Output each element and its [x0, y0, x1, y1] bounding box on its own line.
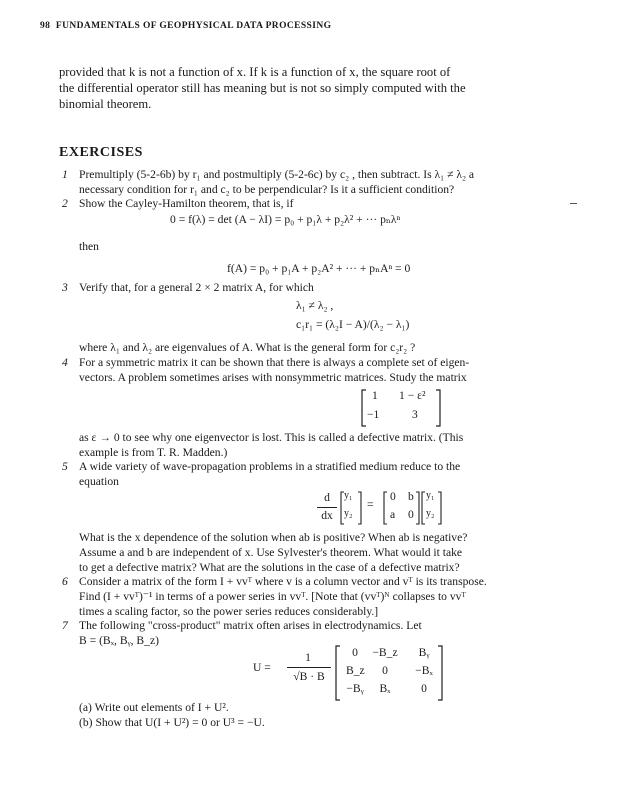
exercise-3-line-1: Verify that, for a general 2 × 2 matrix A, for which — [79, 281, 314, 294]
exercise-7-line-2: B = (Bₓ, Bᵧ, B_z) — [79, 634, 159, 647]
part-a — [79, 701, 229, 716]
derivative-denominator: dx — [321, 509, 333, 522]
part-b — [79, 716, 265, 731]
vector-right-y1: y₁ — [426, 490, 435, 501]
exercise-6-line-2: Find (I + vvᵀ)⁻¹ in terms of a power series in vvᵀ. [Note that (vvᵀ)ᴺ collapses to vvᵀ — [79, 590, 466, 603]
u-fraction-numerator: 1 — [305, 651, 311, 664]
matrix-polynomial-equation: f(A) = p₀ + p₁A + p₂A² + ··· + pₙAⁿ = 0 — [227, 262, 411, 275]
u-lhs: U = — [253, 661, 271, 674]
exercise-number-3: 3 — [62, 281, 68, 294]
page-number: 98 — [40, 21, 51, 31]
u-fraction-bar — [287, 667, 331, 668]
u-matrix-22: 0 — [382, 664, 388, 677]
running-header — [40, 21, 331, 31]
intro-line-1: provided that k is not a function of x. If k is a function of x, the square root of — [59, 65, 451, 79]
exercise-4-after-line-1: as ε → 0 to see why one eigenvector is lost. This is called a defective matrix. (This — [79, 431, 464, 444]
ode-equals: = — [367, 498, 374, 511]
exercise-number-7: 7 — [62, 619, 68, 632]
matrix-4-cell-12: 1 − ε² — [399, 389, 426, 402]
u-matrix-21: B_z — [346, 664, 365, 677]
margin-mark — [570, 203, 577, 204]
ode-matrix-11: 0 — [390, 490, 396, 503]
exercise-number-2: 2 — [62, 197, 68, 210]
exercise-number-1: 1 — [62, 168, 68, 181]
exercise-5-after-line-3: to get a defective matrix? What are the solutions in the case of a defective matrix? — [79, 561, 460, 574]
ode-matrix-22: 0 — [408, 508, 414, 521]
vector-left-y2: y₂ — [344, 508, 353, 519]
exercise-number-6: 6 — [62, 575, 68, 588]
derivative-numerator: d — [324, 491, 330, 504]
u-matrix-31: −Bᵧ — [346, 682, 364, 695]
part-a-text: Write out elements of I + U². — [94, 701, 229, 714]
book-title: FUNDAMENTALS OF GEOPHYSICAL DATA PROCESSING — [55, 21, 332, 31]
u-matrix-13: Bᵧ — [418, 646, 430, 659]
exercise-number-5: 5 — [62, 460, 68, 473]
exercise-2-line-1: Show the Cayley-Hamilton theorem, that is, if — [79, 197, 294, 210]
exercise-4-after-line-2: example is from T. R. Madden.) — [79, 446, 228, 459]
derivative-fraction-bar — [317, 507, 337, 508]
u-matrix-23: −Bₓ — [415, 664, 433, 677]
cayley-hamilton-equation: 0 = f(λ) = det (A − λI) = p₀ + p₁λ + p₂λ² + ··· pₙλⁿ — [170, 213, 401, 226]
u-fraction-denominator: √B · B — [293, 670, 325, 683]
projector-equation: c₁r₁ = (λ₂I − A)/(λ₂ − λ₁) — [296, 318, 410, 331]
exercise-4-line-2: vectors. A problem sometimes arises with nonsymmetric matrices. Study the matrix — [79, 371, 467, 384]
then-word: then — [79, 240, 99, 253]
matrix-4-cell-21: −1 — [367, 408, 380, 421]
intro-line-3: binomial theorem. — [59, 97, 152, 111]
exercise-6-line-3: times a scaling factor, so the power series reduces considerably.] — [79, 605, 379, 618]
exercise-5-line-1: A wide variety of wave-propagation problems in a stratified medium reduce to the — [79, 460, 461, 473]
ode-brackets — [339, 490, 489, 526]
exercise-1-line-2: necessary condition for r₁ and c₂ to be perpendicular? Is it a sufficient condition? — [79, 183, 455, 196]
section-heading: EXERCISES — [59, 145, 143, 160]
part-a-label: (a) — [79, 701, 92, 714]
eigenvalue-condition: λ₁ ≠ λ₂ , — [296, 299, 334, 312]
exercise-5-after-line-2: Assume a and b are independent of x. Use Sylvester's theorem. What would it take — [79, 546, 463, 559]
vector-left-y1: y₁ — [344, 490, 353, 501]
part-b-label: (b) — [79, 716, 93, 729]
vector-right-y2: y₂ — [426, 508, 435, 519]
exercise-5-after-line-1: What is the x dependence of the solution when ab is positive? When ab is negative? — [79, 531, 468, 544]
exercise-7-line-1: The following "cross-product" matrix often arises in electrodynamics. Let — [79, 619, 422, 632]
exercise-number-4: 4 — [62, 356, 68, 369]
u-matrix-12: −B_z — [372, 646, 398, 659]
exercise-3-after-line-1: where λ₁ and λ₂ are eigenvalues of A. What is the general form for c₂r₂ ? — [79, 341, 416, 354]
exercise-5-line-2: equation — [79, 475, 119, 488]
matrix-4-cell-11: 1 — [372, 389, 378, 402]
ode-matrix-12: b — [408, 490, 414, 503]
exercise-4-line-1: For a symmetric matrix it can be shown that there is always a complete set of eigen- — [79, 356, 470, 369]
u-matrix-33: 0 — [421, 682, 427, 695]
part-b-text: Show that U(I + U²) = 0 or U³ = −U. — [95, 716, 265, 729]
intro-line-2: the differential operator still has meaning but is not so simply computed with the — [59, 81, 466, 95]
exercise-6-line-1: Consider a matrix of the form I + vvᵀ where v is a column vector and vᵀ is its transpose. — [79, 575, 487, 588]
matrix-4-cell-22: 3 — [412, 408, 418, 421]
u-matrix-11: 0 — [352, 646, 358, 659]
u-matrix-32: Bₓ — [379, 682, 391, 695]
exercise-1-line-1: Premultiply (5-2-6b) by r₁ and postmultiply (5-2-6c) by c₂ , then subtract. Is λ₁ ≠ λ₂ a — [79, 168, 475, 181]
ode-matrix-21: a — [390, 508, 396, 521]
